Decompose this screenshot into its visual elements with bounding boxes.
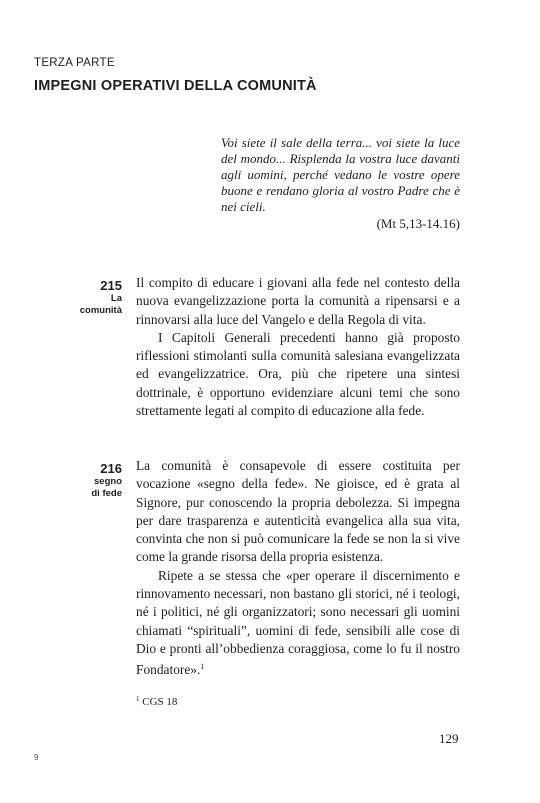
corner-mark: 9: [34, 753, 39, 762]
paragraph: Il compito di educare i giovani alla fede nel contesto della nuova evangelizzazione porta la comunità a ripensarsi e a rinnovarsi alla luce del Vangelo e della Regola di vita.: [136, 275, 460, 327]
paragraph: I Capitoli Generali precedenti hanno già proposto riflessioni stimolanti sulla comunità salesiana evangelizzata ed evangelizzatrice. Ora, più che ripetere una sintesi dottrinale, è opportuno evidenziare alcuni temi che sono strettamente legati al compito di educazione alla fede.: [136, 329, 460, 419]
margin-keyword: comunità: [79, 305, 122, 316]
margin-keyword: La: [110, 293, 122, 304]
page-number: 129: [439, 731, 459, 746]
footnote-reference: 1: [200, 662, 205, 672]
margin-keyword: segno: [94, 476, 122, 487]
section-216-text: [136, 457, 460, 680]
section-215-text: [136, 274, 460, 420]
chapter-title: IMPEGNI OPERATIVI DELLA COMUNITÀ: [34, 78, 317, 94]
epigraph-citation: (Mt 5,13-14.16): [376, 216, 460, 231]
footnote-text: CGS 18: [142, 696, 178, 708]
part-heading: TERZA PARTE: [34, 57, 115, 69]
section-number: 216: [100, 461, 122, 476]
paragraph-text: Ripete a se stessa che «per operare il discernimento e rinnovamento necessari, non bastano gli storici, né i teologi, né i politici, né gli organizzatori; sono necessari gli uomini chiamati “spirituali”, uomini di fede, sensibili alle cose di Dio e pronti all’obbedienza coraggiosa, come lo fu il nostro Fondatore».: [136, 567, 460, 678]
margin-label-215: [60, 278, 122, 317]
margin-label-216: [60, 461, 122, 500]
margin-keyword: di fede: [91, 488, 122, 499]
footnote-mark: 1: [136, 695, 140, 703]
paragraph: [136, 567, 460, 680]
epigraph-quote: Voi siete il sale della terra... voi siete la luce del mondo... Risplenda la vostra luce davanti agli uomini, perché vedano le vostre opere buone e rendano gloria al vostro Padre che è nei cieli.: [221, 135, 460, 214]
paragraph: La comunità è consapevole di essere costituita per vocazione «segno della fede». Ne gioisce, ed è grata al Signore, pur conoscendo la propria debolezza. Si impegna per dare trasparenza e autenticità evangelica alla sua vita, convinta che non si può comunicare la fede se non la si vive come la grande risorsa della propria esistenza.: [136, 458, 460, 565]
section-number: 215: [100, 278, 122, 293]
footnote: [136, 695, 177, 708]
